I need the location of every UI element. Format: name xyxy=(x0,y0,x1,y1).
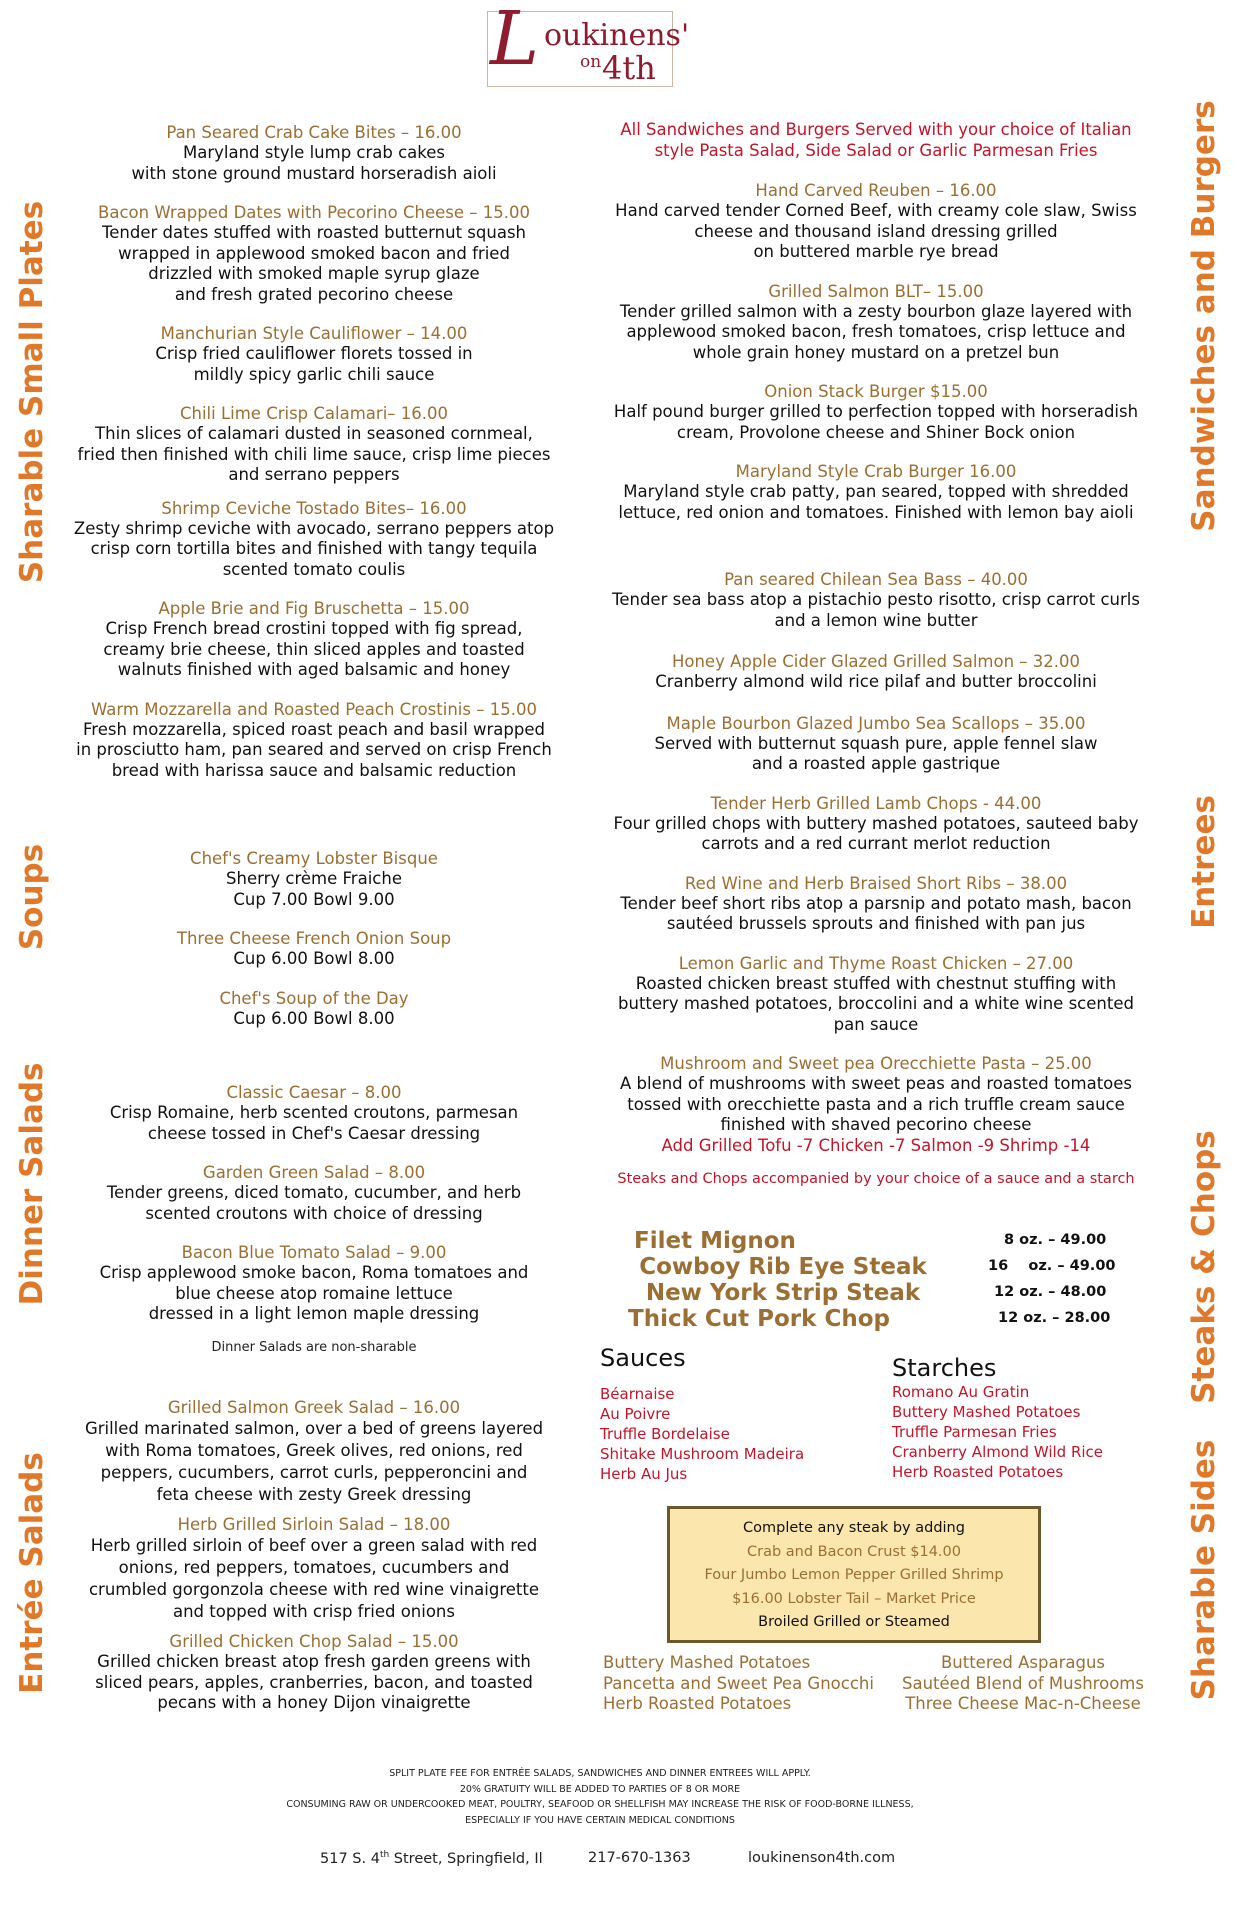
item-desc: Herb grilled sirloin of beef over a green salad with red xyxy=(90,1536,538,1555)
item-desc: onions, red peppers, tomatoes, cucumbers and xyxy=(118,1558,510,1577)
sauce-item: Truffle Bordelaise xyxy=(600,1425,730,1443)
menu-item xyxy=(596,794,1156,855)
item-title: Onion Stack Burger $15.00 xyxy=(764,382,988,401)
menu-item xyxy=(64,203,564,305)
sauces-section xyxy=(600,1344,804,1484)
sides-left xyxy=(603,1653,874,1715)
item-desc: and fresh grated pecorino cheese xyxy=(174,284,454,304)
entrees-section xyxy=(596,570,1156,1190)
item-desc: Grilled chicken breast atop fresh garden greens with xyxy=(97,1652,531,1671)
section-label-dinner-salads: Dinner Salads xyxy=(14,1062,50,1306)
item-title: Chef's Creamy Lobster Bisque xyxy=(190,849,438,868)
item-desc: dressed in a light lemon maple dressing xyxy=(148,1304,480,1323)
section-label-soups: Soups xyxy=(14,843,50,951)
item-title: Maple Bourbon Glazed Jumbo Sea Scallops – 35.00 xyxy=(666,713,1086,733)
starch-item: Truffle Parmesan Fries xyxy=(892,1423,1057,1441)
pasta-addons: Add Grilled Tofu -7 Chicken -7 Salmon -9 Shrimp -14 xyxy=(661,1135,1091,1155)
item-desc: wrapped in applewood smoked bacon and fried xyxy=(118,243,510,263)
fine-print-line: 20% GRATUITY WILL BE ADDED TO PARTIES OF 8 OR MORE xyxy=(459,1783,741,1795)
steak-size: 12 oz. – 28.00 xyxy=(998,1310,1111,1326)
section-label-steaks: Steaks & Chops xyxy=(1186,1130,1222,1404)
menu-item xyxy=(64,1515,564,1623)
item-title: Bacon Wrapped Dates with Pecorino Cheese – 15.00 xyxy=(98,203,530,222)
address-post: Street, Springfield, Il xyxy=(389,1850,543,1867)
menu-item xyxy=(84,1163,544,1224)
fine-print xyxy=(200,1766,1000,1828)
item-desc: drizzled with smoked maple syrup glaze xyxy=(148,264,480,283)
footer-address xyxy=(320,1850,543,1867)
item-desc: carrots and a red currant merlot reduction xyxy=(701,834,1051,853)
item-desc: A blend of mushrooms with sweet peas and roasted tomatoes xyxy=(619,1074,1133,1093)
item-desc: whole grain honey mustard on a pretzel bun xyxy=(692,342,1060,362)
fine-print-line: SPLIT PLATE FEE FOR ENTRÉE SALADS, SANDWICHES AND DINNER ENTREES WILL APPLY. xyxy=(389,1768,811,1779)
item-desc: sliced pears, apples, cranberries, bacon, and toasted xyxy=(95,1672,533,1692)
steak-size: 8 oz. – 49.00 xyxy=(1004,1232,1107,1248)
steak-name: Thick Cut Pork Chop xyxy=(628,1306,890,1332)
item-title: Lemon Garlic and Thyme Roast Chicken – 27.00 xyxy=(678,953,1074,973)
side-item: Three Cheese Mac-n-Cheese xyxy=(905,1694,1141,1713)
item-desc: Maryland style lump crab cakes xyxy=(183,143,445,162)
entree-salads-section xyxy=(64,1398,564,1714)
menu-item xyxy=(596,282,1156,364)
logo-initial: L xyxy=(490,0,540,82)
sauce-item: Shitake Mushroom Madeira xyxy=(600,1445,805,1463)
starch-item: Cranberry Almond Wild Rice xyxy=(892,1443,1104,1461)
item-desc: Crisp Romaine, herb scented croutons, parmesan xyxy=(109,1103,519,1122)
item-desc: tossed with orecchiette pasta and a rich truffle cream sauce xyxy=(627,1094,1125,1114)
item-title: Grilled Salmon Greek Salad – 16.00 xyxy=(167,1398,461,1417)
footer-website[interactable]: loukinenson4th.com xyxy=(748,1850,896,1866)
item-title: Honey Apple Cider Glazed Grilled Salmon – 32.00 xyxy=(671,652,1081,671)
item-title: Warm Mozzarella and Roasted Peach Crostinis – 15.00 xyxy=(91,699,537,719)
fine-print-line: CONSUMING RAW OR UNDERCOOKED MEAT, POULTRY, SEAFOOD OR SHELLFISH MAY INCREASE THE RISK OF FOOD-BORNE ILLNESS, xyxy=(286,1799,914,1810)
sauce-item: Béarnaise xyxy=(600,1385,675,1403)
sandwiches-section xyxy=(596,120,1156,523)
item-desc: Roasted chicken breast stuffed with chestnut stuffing with xyxy=(635,973,1117,993)
item-desc: Tender sea bass atop a pistachio pesto risotto, crisp carrot curls xyxy=(612,590,1140,609)
item-title: Shrimp Ceviche Tostado Bites– 16.00 xyxy=(161,498,467,518)
item-desc: bread with harissa sauce and balsamic reduction xyxy=(111,760,517,780)
item-desc: Zesty shrimp ceviche with avocado, serrano peppers atop xyxy=(73,518,555,538)
item-desc: Crisp French bread crostini topped with fig spread, xyxy=(105,619,523,638)
item-title: Apple Brie and Fig Bruschetta – 15.00 xyxy=(158,599,470,618)
restaurant-logo xyxy=(487,0,690,87)
item-desc: mildly spicy garlic chili sauce xyxy=(193,364,435,384)
item-desc: crisp corn tortilla bites and finished with tangy tequila xyxy=(90,539,538,558)
item-title: Chef's Soup of the Day xyxy=(219,988,409,1008)
sauce-item: Au Poivre xyxy=(600,1405,671,1423)
item-desc: Tender grilled salmon with a zesty bourbon glaze layered with xyxy=(619,301,1133,321)
sauce-item: Herb Au Jus xyxy=(600,1465,688,1483)
sauces-heading: Sauces xyxy=(600,1344,686,1372)
item-title: Hand Carved Reuben – 16.00 xyxy=(755,181,997,200)
item-desc: lettuce, red onion and tomatoes. Finished with lemon bay aioli xyxy=(618,502,1134,522)
item-desc: with stone ground mustard horseradish aioli xyxy=(131,163,497,183)
menu-item xyxy=(596,714,1156,775)
steak-addons-box xyxy=(667,1506,1041,1643)
menu-item xyxy=(64,599,564,681)
steaks-sizes xyxy=(988,1232,1128,1336)
fine-print-line: ESPECIALLY IF YOU HAVE CERTAIN MEDICAL CONDITIONS xyxy=(465,1814,735,1826)
item-desc: Cup 6.00 Bowl 8.00 xyxy=(233,1008,395,1028)
menu-item xyxy=(64,1398,564,1506)
menu-item xyxy=(84,1243,544,1325)
item-desc: applewood smoked bacon, fresh tomatoes, crisp lettuce and xyxy=(626,322,1126,341)
item-desc: Tender beef short ribs atop a parsnip and potato mash, bacon xyxy=(620,893,1132,913)
promo-line: Crab and Bacon Crust $14.00 xyxy=(746,1543,961,1560)
steak-name: New York Strip Steak xyxy=(645,1280,921,1306)
sandwich-intro: style Pasta Salad, Side Salad or Garlic Parmesan Fries xyxy=(654,140,1098,160)
starches-section xyxy=(892,1354,1103,1482)
item-title: Tender Herb Grilled Lamb Chops - 44.00 xyxy=(710,793,1042,813)
menu-item xyxy=(64,404,564,486)
item-desc: walnuts finished with aged balsamic and honey xyxy=(117,660,511,679)
item-desc: Tender dates stuffed with roasted butternut squash xyxy=(102,223,526,242)
item-title: Garden Green Salad – 8.00 xyxy=(202,1163,426,1182)
section-label-entrees: Entrees xyxy=(1186,795,1222,929)
section-label-sides: Sharable Sides xyxy=(1186,1439,1222,1701)
menu-item xyxy=(596,181,1156,263)
item-title: Grilled Salmon BLT– 15.00 xyxy=(768,281,984,301)
menu-item xyxy=(64,123,564,184)
menu-item xyxy=(596,462,1156,523)
section-label-small-plates: Sharable Small Plates xyxy=(14,200,50,584)
starch-item: Romano Au Gratin xyxy=(892,1383,1030,1401)
side-item: Buttery Mashed Potatoes xyxy=(603,1653,811,1672)
sandwich-intro: All Sandwiches and Burgers Served with your choice of Italian xyxy=(620,120,1132,139)
item-desc: Cup 6.00 Bowl 8.00 xyxy=(233,949,395,968)
item-desc: and topped with crisp fried onions xyxy=(172,1602,455,1621)
dinner-salads-note: Dinner Salads are non-sharable xyxy=(211,1339,417,1355)
item-desc: Thin slices of calamari dusted in seasoned cornmeal, xyxy=(95,424,533,443)
item-desc: on buttered marble rye bread xyxy=(753,242,999,261)
side-item: Herb Roasted Potatoes xyxy=(603,1694,792,1713)
item-desc: feta cheese with zesty Greek dressing xyxy=(156,1485,472,1504)
item-desc: Maryland style crab patty, pan seared, topped with shredded xyxy=(623,482,1129,501)
item-desc: creamy brie cheese, thin sliced apples and toasted xyxy=(103,639,525,659)
steak-size: 16 oz. – 49.00 xyxy=(988,1258,1116,1274)
item-desc: Grilled marinated salmon, over a bed of greens layered xyxy=(84,1419,544,1438)
sides-right xyxy=(888,1653,1158,1715)
item-title: Maryland Style Crab Burger 16.00 xyxy=(735,462,1017,481)
steak-name: Cowboy Rib Eye Steak xyxy=(639,1254,927,1280)
item-desc: Crisp applewood smoke bacon, Roma tomatoes and xyxy=(99,1263,529,1282)
menu-item xyxy=(64,1632,564,1714)
steak-size: 12 oz. – 48.00 xyxy=(994,1284,1107,1300)
logo-four: 4th xyxy=(602,49,656,87)
footer xyxy=(0,1850,1243,1874)
menu-item xyxy=(596,1054,1156,1156)
steaks-intro: Steaks and Chops accompanied by your choice of a sauce and a starch xyxy=(617,1171,1135,1187)
item-desc: crumbled gorgonzola cheese with red wine vinaigrette xyxy=(88,1580,540,1599)
promo-line: Four Jumbo Lemon Pepper Grilled Shrimp xyxy=(704,1567,1004,1583)
item-title: Three Cheese French Onion Soup xyxy=(176,929,452,948)
section-label-entree-salads: Entrée Salads xyxy=(14,1452,50,1694)
item-desc: cream, Provolone cheese and Shiner Bock onion xyxy=(676,422,1076,442)
item-title: Manchurian Style Cauliflower – 14.00 xyxy=(160,324,468,343)
section-label-sandwiches: Sandwiches and Burgers xyxy=(1186,100,1222,532)
item-desc: Four grilled chops with buttery mashed potatoes, sauteed baby xyxy=(613,813,1139,833)
item-desc: in prosciutto ham, pan seared and served on crisp French xyxy=(76,740,552,759)
dinner-salads-section xyxy=(84,1083,544,1356)
footer-phone: 217-670-1363 xyxy=(588,1850,691,1866)
item-title: Chili Lime Crisp Calamari– 16.00 xyxy=(179,404,449,423)
item-desc: cheese tossed in Chef's Caesar dressing xyxy=(147,1123,481,1143)
item-desc: Half pound burger grilled to perfection topped with horseradish xyxy=(613,402,1139,421)
menu-item xyxy=(64,700,564,782)
item-desc: Sherry crème Fraiche xyxy=(226,869,402,888)
menu-item xyxy=(114,929,514,970)
menu-item xyxy=(64,499,564,581)
steaks-names xyxy=(628,1228,938,1332)
item-desc: pecans with a honey Dijon vinaigrette xyxy=(157,1693,471,1712)
item-title: Pan seared Chilean Sea Bass – 40.00 xyxy=(724,570,1028,589)
item-title: Bacon Blue Tomato Salad – 9.00 xyxy=(181,1243,447,1262)
item-desc: blue cheese atop romaine lettuce xyxy=(175,1283,453,1303)
starch-item: Herb Roasted Potatoes xyxy=(892,1463,1064,1481)
menu-item xyxy=(114,849,514,910)
menu-item xyxy=(596,652,1156,693)
starches-heading: Starches xyxy=(892,1354,997,1382)
menu-item xyxy=(84,1083,544,1144)
item-desc: and a roasted apple gastrique xyxy=(751,754,1001,773)
side-item: Buttered Asparagus xyxy=(940,1653,1106,1672)
item-title: Classic Caesar – 8.00 xyxy=(226,1083,402,1102)
steak-name: Filet Mignon xyxy=(634,1228,796,1254)
item-desc: peppers, cucumbers, carrot curls, pepperoncini and xyxy=(100,1463,528,1482)
address-pre: 517 S. 4 xyxy=(320,1850,380,1867)
promo-line: Complete any steak by adding xyxy=(743,1520,965,1536)
side-item: Pancetta and Sweet Pea Gnocchi xyxy=(603,1673,874,1693)
item-title: Herb Grilled Sirloin Salad – 18.00 xyxy=(177,1515,451,1534)
item-desc: scented tomato coulis xyxy=(222,559,406,579)
item-desc: Fresh mozzarella, spiced roast peach and basil wrapped xyxy=(83,719,545,739)
item-desc: cheese and thousand island dressing grilled xyxy=(694,221,1058,241)
menu-item xyxy=(596,382,1156,443)
item-desc: Served with butternut squash pure, apple fennel slaw xyxy=(654,733,1098,753)
item-desc: buttery mashed potatoes, broccolini and a white wine scented xyxy=(618,994,1134,1013)
item-desc: pan sauce xyxy=(833,1014,919,1034)
menu-item xyxy=(64,324,564,385)
side-item: Sautéed Blend of Mushrooms xyxy=(902,1673,1144,1693)
item-desc: scented croutons with choice of dressing xyxy=(145,1203,483,1223)
logo-word: oukinens' xyxy=(544,18,690,53)
promo-line: $16.00 Lobster Tail – Market Price xyxy=(732,1590,976,1607)
item-desc: finished with shaved pecorino cheese xyxy=(720,1115,1032,1134)
small-plates-section xyxy=(64,123,564,781)
item-desc: sautéed brussels sprouts and finished with pan jus xyxy=(666,914,1086,933)
address-sup: th xyxy=(379,1850,390,1860)
menu-item xyxy=(596,570,1156,631)
item-title: Red Wine and Herb Braised Short Ribs – 38.00 xyxy=(684,873,1068,893)
menu-item xyxy=(114,989,514,1030)
item-desc: Cup 7.00 Bowl 9.00 xyxy=(233,889,395,909)
item-desc: Cranberry almond wild rice pilaf and butter broccolini xyxy=(655,672,1097,691)
item-title: Grilled Chicken Chop Salad – 15.00 xyxy=(169,1632,459,1651)
item-desc: fried then finished with chili lime sauce, crisp lime pieces xyxy=(77,444,551,464)
item-desc: with Roma tomatoes, Greek olives, red onions, red xyxy=(105,1441,523,1460)
item-desc: Crisp fried cauliflower florets tossed in xyxy=(155,344,473,363)
item-desc: and a lemon wine butter xyxy=(774,610,978,630)
starch-item: Buttery Mashed Potatoes xyxy=(892,1403,1081,1421)
item-title: Mushroom and Sweet pea Orecchiette Pasta – 25.00 xyxy=(660,1054,1092,1073)
item-title: Pan Seared Crab Cake Bites – 16.00 xyxy=(166,123,462,142)
item-desc: Hand carved tender Corned Beef, with creamy cole slaw, Swiss xyxy=(615,201,1137,220)
soups-section xyxy=(114,849,514,1029)
logo-on: on xyxy=(580,52,602,72)
menu-item xyxy=(596,874,1156,935)
item-desc: Tender greens, diced tomato, cucumber, and herb xyxy=(106,1183,522,1202)
promo-line: Broiled Grilled or Steamed xyxy=(758,1614,950,1630)
menu-item xyxy=(596,954,1156,1036)
item-desc: and serrano peppers xyxy=(228,465,400,484)
